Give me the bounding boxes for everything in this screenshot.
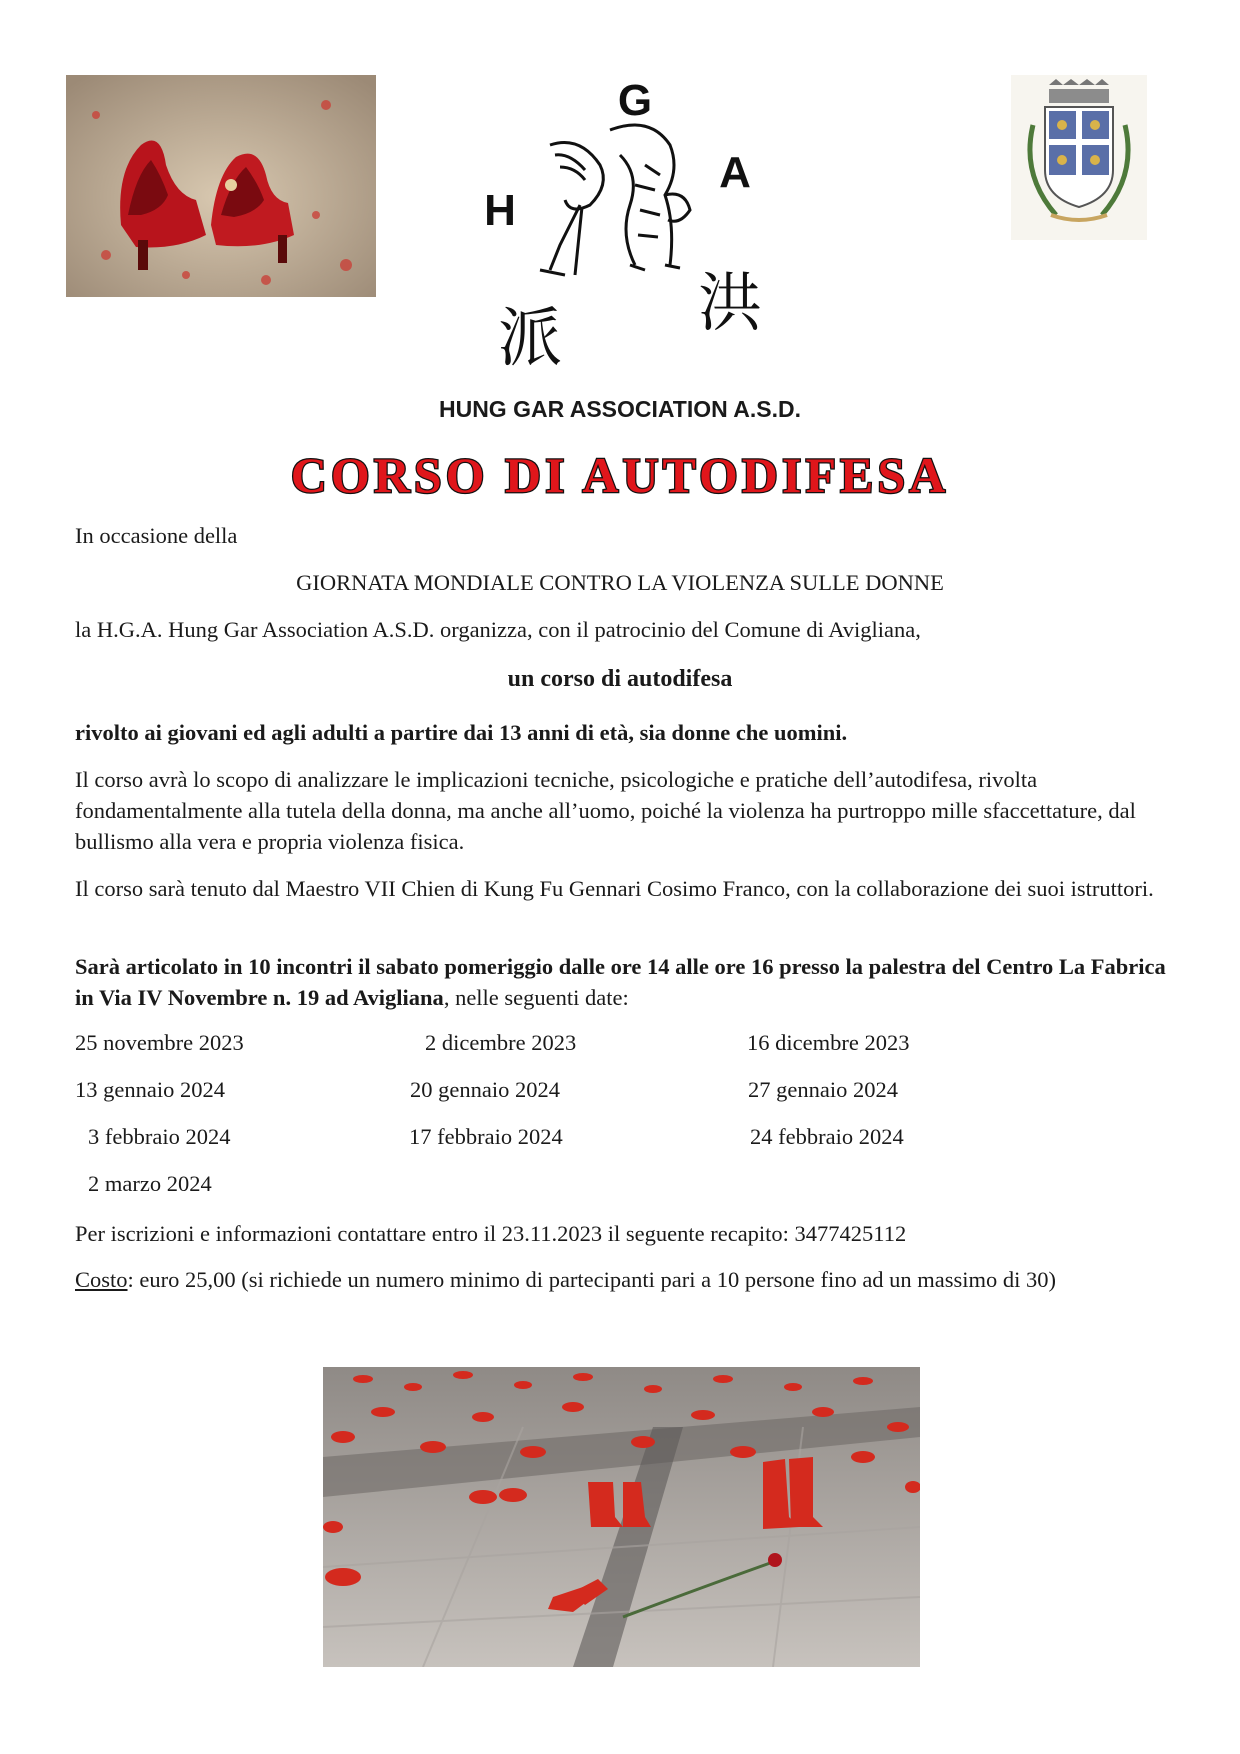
logo-glyph-left: 派 xyxy=(498,302,562,375)
date-item: 20 gennaio 2024 xyxy=(410,1077,560,1102)
avigliana-crest xyxy=(1011,75,1147,240)
date-item: 25 novembre 2023 xyxy=(75,1030,244,1055)
logo-glyph-right: 洪 xyxy=(698,267,762,341)
course-title-banner xyxy=(0,440,1240,510)
date-item: 16 dicembre 2023 xyxy=(747,1030,910,1055)
date-item: 17 febbraio 2024 xyxy=(409,1124,563,1149)
date-item: 27 gennaio 2024 xyxy=(748,1077,898,1102)
date-item: 13 gennaio 2024 xyxy=(75,1077,225,1102)
red-shoes-photo xyxy=(66,75,376,297)
cost-label: Costo xyxy=(75,1267,128,1292)
date-item: 2 dicembre 2023 xyxy=(425,1030,577,1055)
purpose-paragraph: Il corso avrà lo scopo di analizzare le implicazioni tecniche, psicologiche e pratiche dell’autodifesa, rivolta fondamentalmente alla tutela della donna, ma anche all’uomo, poiché la violenza ha purtroppo mille sfaccettature, dal bullismo alla vera e propria violenza fisica. xyxy=(75,767,1136,854)
day-title: GIORNATA MONDIALE CONTRO LA VIOLENZA SULLE DONNE xyxy=(296,570,944,595)
cost-text xyxy=(75,1264,1195,1295)
course-heading: un corso di autodifesa xyxy=(507,666,733,692)
organization-name: HUNG GAR ASSOCIATION A.S.D. xyxy=(438,396,802,422)
logo-letter-h: H xyxy=(484,186,516,235)
contact-text: Per iscrizioni e informazioni contattare entro il 23.11.2023 il seguente recapito: 3477425112 xyxy=(75,1221,907,1246)
cost-detail: : euro 25,00 (si richiede un numero minimo di partecipanti pari a 10 persone fino ad un massimo di 30) xyxy=(127,1267,1057,1292)
schedule-bold: Sarà articolato in 10 incontri il sabato pomeriggio dalle ore 14 alle ore 16 presso la palestra del Centro La Fabrica in Via IV Novembre n. 19 ad Avigliana xyxy=(75,954,1166,1010)
teacher-paragraph: Il corso sarà tenuto dal Maestro VII Chien di Kung Fu Gennari Cosimo Franco, con la collaborazione dei suoi istruttori. xyxy=(75,876,1154,901)
intro-text: In occasione della xyxy=(75,523,238,548)
date-item: 3 febbraio 2024 xyxy=(88,1124,231,1149)
hga-logo xyxy=(470,75,800,375)
organizer-text: la H.G.A. Hung Gar Association A.S.D. organizza, con il patrocinio del Comune di Avigliana, xyxy=(75,617,921,642)
course-title: CORSO DI AUTODIFESA xyxy=(290,447,950,503)
audience-text: rivolto ai giovani ed agli adulti a partire dai 13 anni di età, sia donne che uomini. xyxy=(75,720,848,745)
date-item: 24 febbraio 2024 xyxy=(750,1124,904,1149)
logo-letter-a: A xyxy=(719,148,751,197)
schedule-tail: , nelle seguenti date: xyxy=(443,985,629,1010)
date-item: 2 marzo 2024 xyxy=(88,1171,212,1196)
schedule-paragraph xyxy=(75,951,1180,1013)
red-shoes-square-photo xyxy=(323,1367,920,1667)
logo-letter-g: G xyxy=(617,76,653,125)
